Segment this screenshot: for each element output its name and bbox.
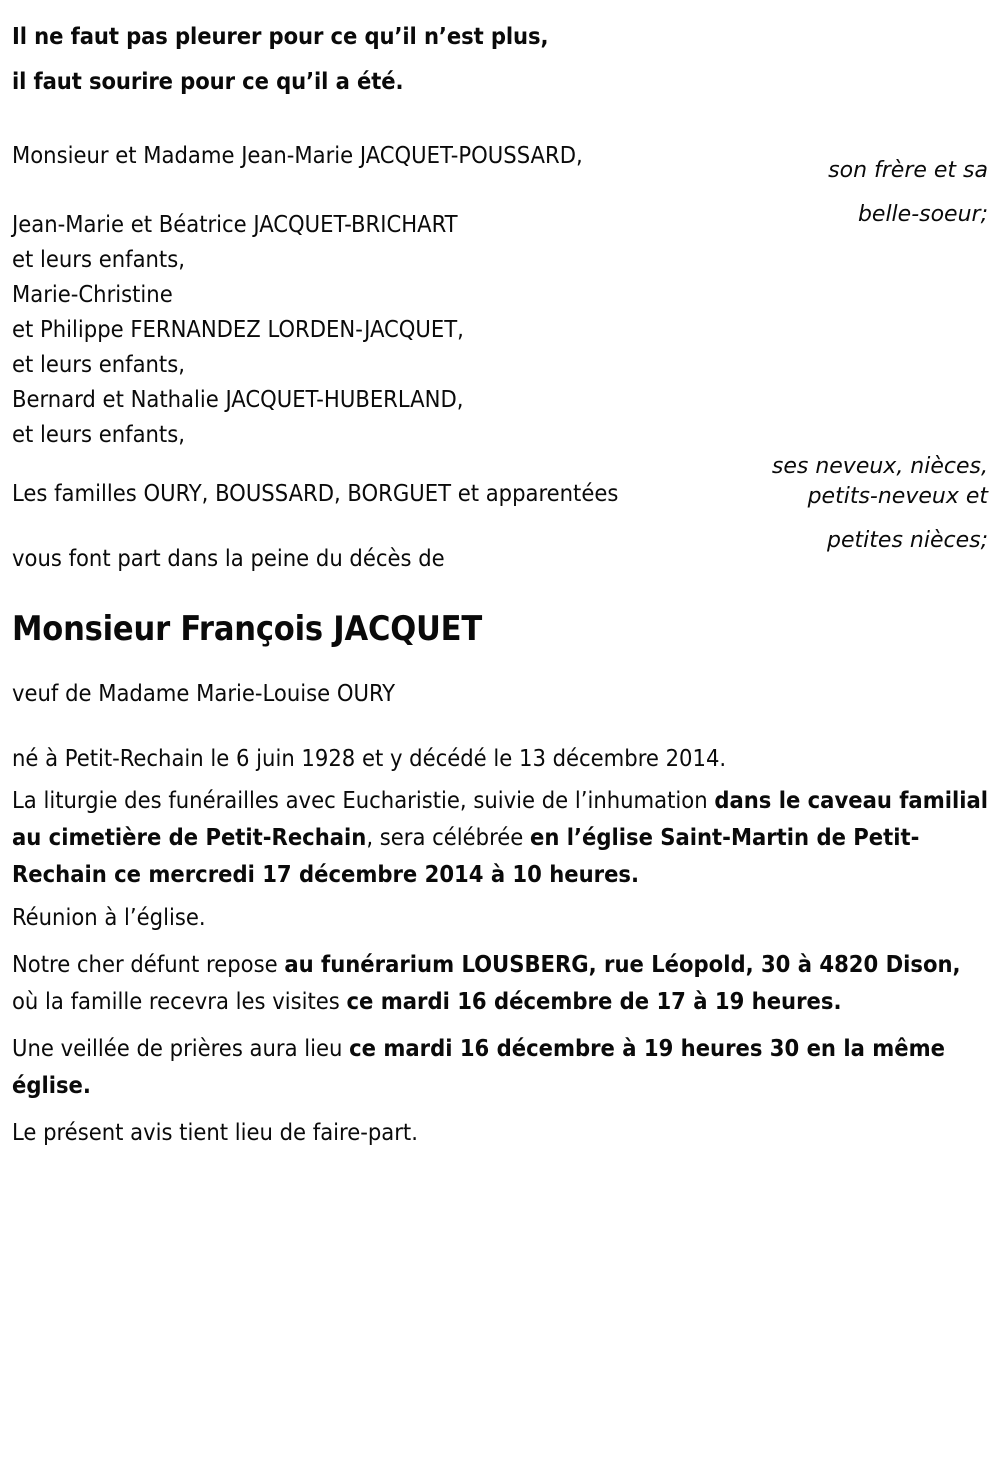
- spacer: [12, 936, 988, 946]
- reunion-line: Réunion à l’église.: [12, 903, 206, 931]
- nephews-relation-line-2: petits-neveux et: [807, 484, 988, 509]
- list-item: et leurs enfants,: [12, 420, 185, 448]
- list-item: Jean-Marie et Béatrice JACQUET-BRICHART: [12, 210, 458, 238]
- vigil-text-1: Une veillée de prières aura lieu: [12, 1034, 350, 1062]
- spacer: [828, 186, 988, 200]
- spacer: [12, 104, 988, 138]
- list-item: et leurs enfants,: [12, 350, 185, 378]
- spacer: [772, 512, 988, 526]
- list-item: et leurs enfants,: [12, 245, 185, 273]
- spacer: [12, 652, 988, 676]
- announcement-text: vous font part dans la peine du décès de: [12, 544, 445, 572]
- liturgy-bold-2: en l’église Saint-Martin de Petit-Rechain ce mercredi 17 décembre 2014 à 10 heures.: [12, 823, 920, 888]
- brother-relation-line-1: son frère et sa: [828, 158, 988, 183]
- spacer: [12, 711, 988, 741]
- liturgy-text-1: La liturgie des funérailles avec Eucharistie, suivie de l’inhumation: [12, 786, 715, 814]
- related-families: Les familles OURY, BOUSSARD, BORGUET et apparentées: [12, 479, 619, 507]
- nephews-relation-line-3: petites nièces;: [827, 528, 988, 553]
- repose-bold-2: ce mardi 16 décembre de 17 à 19 heures.: [346, 987, 842, 1015]
- faire-part-notice: Le présent avis tient lieu de faire-part.: [12, 1118, 418, 1146]
- deceased-spouse: veuf de Madame Marie-Louise OURY: [12, 679, 396, 707]
- list-item: Marie-Christine: [12, 280, 173, 308]
- vigil-bold-1: ce mardi 16 décembre à 19 heures 30 en la même église.: [12, 1034, 945, 1099]
- spacer: [12, 576, 988, 606]
- liturgy-text-2: , sera célébrée: [366, 823, 530, 851]
- spacer: [12, 1020, 988, 1030]
- repose-paragraph: [12, 946, 988, 1020]
- brother-relation-line-2: belle-soeur;: [857, 202, 988, 227]
- nephews-relation-line-1: ses neveux, nièces,: [771, 454, 988, 479]
- spacer: [12, 1104, 988, 1114]
- deceased-name: Monsieur François JACQUET: [12, 609, 483, 649]
- list-item: Bernard et Nathalie JACQUET-HUBERLAND,: [12, 385, 464, 413]
- epigraph: [12, 14, 988, 104]
- repose-text-2: où la famille recevra les visites: [12, 987, 347, 1015]
- brother-entry: Monsieur et Madame Jean-Marie JACQUET-POUSSARD,: [12, 141, 583, 169]
- list-item: et Philippe FERNANDEZ LORDEN-JACQUET,: [12, 315, 464, 343]
- deceased-dates: né à Petit-Rechain le 6 juin 1928 et y décédé le 13 décembre 2014.: [12, 744, 727, 772]
- repose-bold-1: au funérarium LOUSBERG, rue Léopold, 30 à 4820 Dison,: [284, 950, 961, 978]
- epigraph-line-2: il faut sourire pour ce qu’il a été.: [12, 67, 404, 95]
- nephews-relation-annotation: [772, 452, 988, 556]
- nephews-names: [12, 207, 988, 452]
- liturgy-bold-1: dans le caveau familial au cimetière de Petit-Rechain: [12, 786, 988, 851]
- vigil-paragraph: [12, 1030, 988, 1104]
- epigraph-line-1: Il ne faut pas pleurer pour ce qu’il n’est plus,: [12, 22, 549, 50]
- repose-text-1: Notre cher défunt repose: [12, 950, 285, 978]
- liturgy-paragraph: [12, 782, 988, 893]
